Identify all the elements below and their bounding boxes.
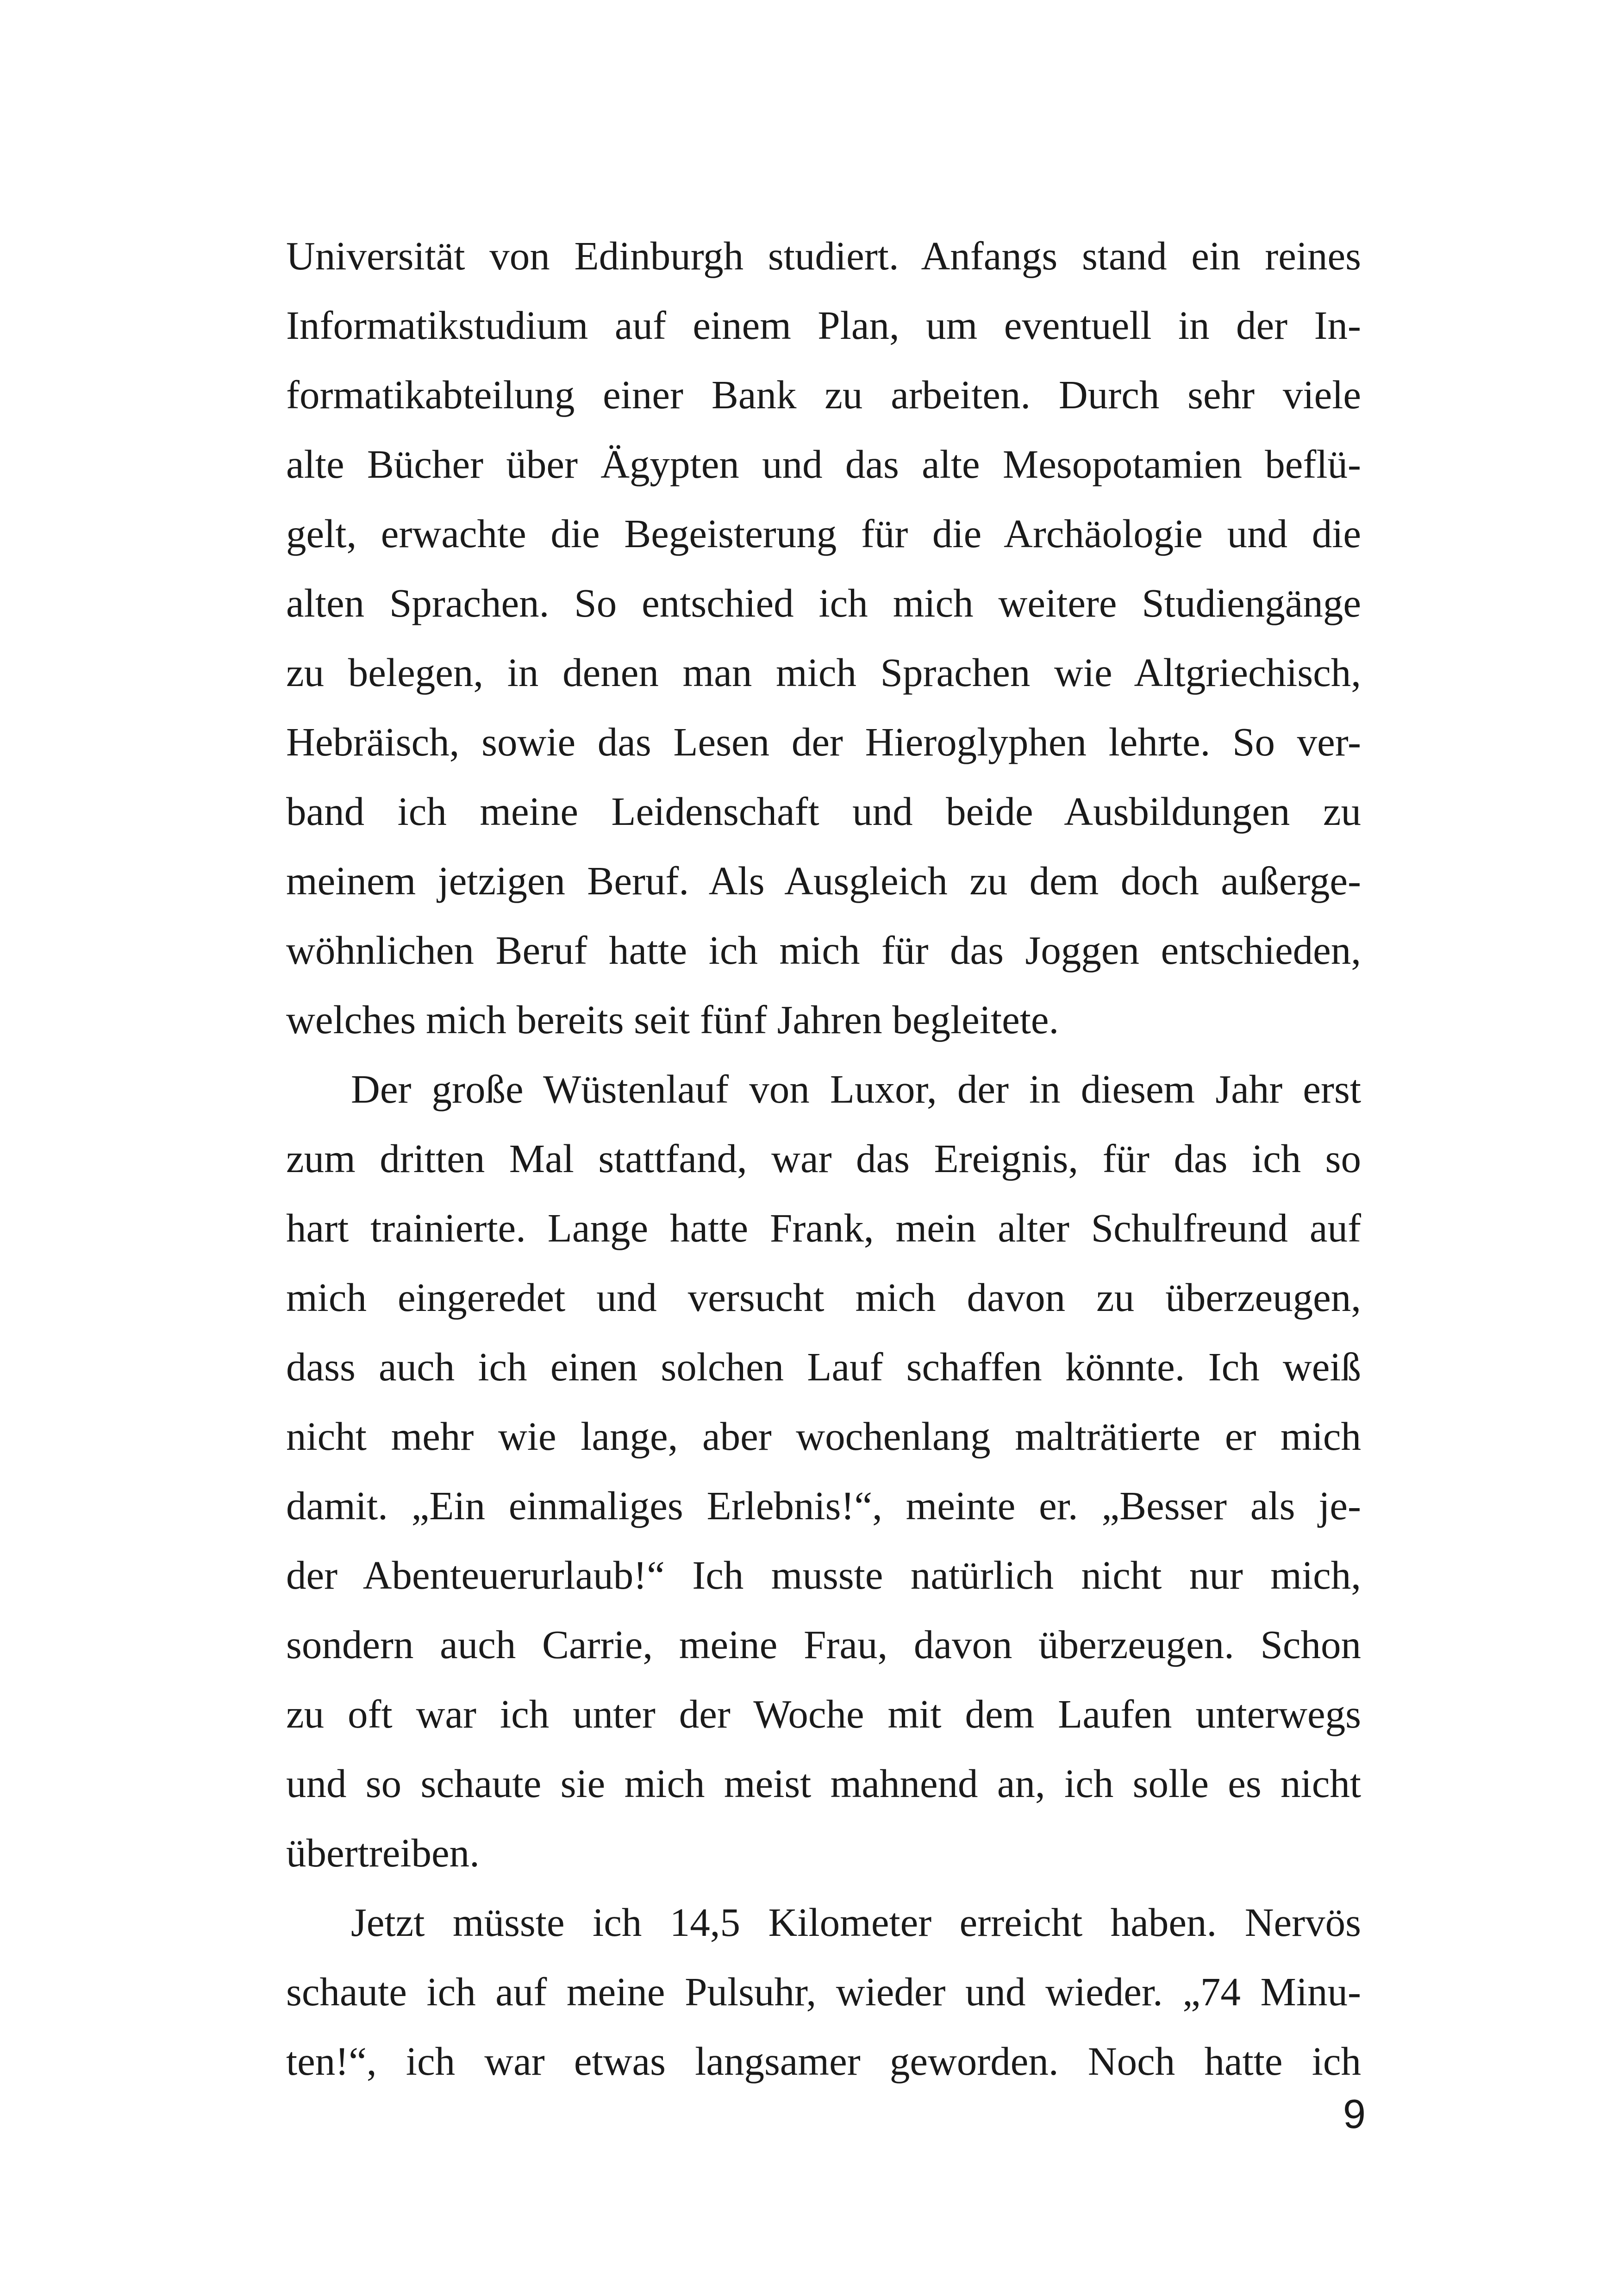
text-line: ten!“, ich war etwas langsamer geworden. Noch hatte ich <box>286 2039 1361 2084</box>
paragraph-2 <box>286 1054 1361 1888</box>
text-line: Universität von Edinburgh studiert. Anfangs stand ein reines <box>286 233 1361 278</box>
text-line: wöhnlichen Beruf hatte ich mich für das Joggen entschieden, <box>286 928 1361 973</box>
text-line: alte Bücher über Ägypten und das alte Mesopotamien beflü- <box>286 442 1361 487</box>
page-number: 9 <box>1343 2091 1366 2137</box>
text-line: band ich meine Leidenschaft und beide Ausbildungen zu <box>286 789 1361 834</box>
paragraph-1 <box>286 221 1361 1054</box>
text-line: nicht mehr wie lange, aber wochenlang malträtierte er mich <box>286 1414 1361 1459</box>
text-line: formatikabteilung einer Bank zu arbeiten. Durch sehr viele <box>286 372 1361 417</box>
text-line: dass auch ich einen solchen Lauf schaffen könnte. Ich weiß <box>286 1344 1361 1389</box>
body-text <box>286 221 1361 2096</box>
paragraph-3 <box>286 1888 1361 2096</box>
text-line: übertreiben. <box>286 1830 480 1875</box>
text-line: sondern auch Carrie, meine Frau, davon überzeugen. Schon <box>286 1622 1361 1667</box>
text-line: Informatikstudium auf einem Plan, um eventuell in der In- <box>286 303 1361 348</box>
text-line: hart trainierte. Lange hatte Frank, mein alter Schulfreund auf <box>286 1205 1361 1250</box>
text-line: meinem jetzigen Beruf. Als Ausgleich zu dem doch außerge- <box>286 858 1361 903</box>
text-line: Der große Wüstenlauf von Luxor, der in diesem Jahr erst <box>351 1067 1361 1111</box>
text-line: und so schaute sie mich meist mahnend an, ich solle es nicht <box>286 1761 1361 1806</box>
text-line: Jetzt müsste ich 14,5 Kilometer erreicht haben. Nervös <box>351 1900 1361 1945</box>
text-line: mich eingeredet und versucht mich davon zu überzeugen, <box>286 1275 1361 1320</box>
text-line: alten Sprachen. So entschied ich mich weitere Studiengänge <box>286 580 1361 625</box>
text-line: zu belegen, in denen man mich Sprachen wie Altgriechisch, <box>286 650 1361 695</box>
text-line: gelt, erwachte die Begeisterung für die Archäologie und die <box>286 511 1361 556</box>
text-line: welches mich bereits seit fünf Jahren begleitete. <box>286 997 1059 1042</box>
text-line: schaute ich auf meine Pulsuhr, wieder und wieder. „74 Minu- <box>286 1969 1361 2014</box>
text-line: Hebräisch, sowie das Lesen der Hieroglyphen lehrte. So ver- <box>286 719 1361 764</box>
text-line: zu oft war ich unter der Woche mit dem Laufen unterwegs <box>286 1691 1361 1736</box>
text-line: der Abenteuerurlaub!“ Ich musste natürlich nicht nur mich, <box>286 1553 1361 1597</box>
text-line: zum dritten Mal stattfand, war das Ereignis, für das ich so <box>286 1136 1361 1181</box>
text-line: damit. „Ein einmaliges Erlebnis!“, meinte er. „Besser als je- <box>286 1483 1361 1528</box>
